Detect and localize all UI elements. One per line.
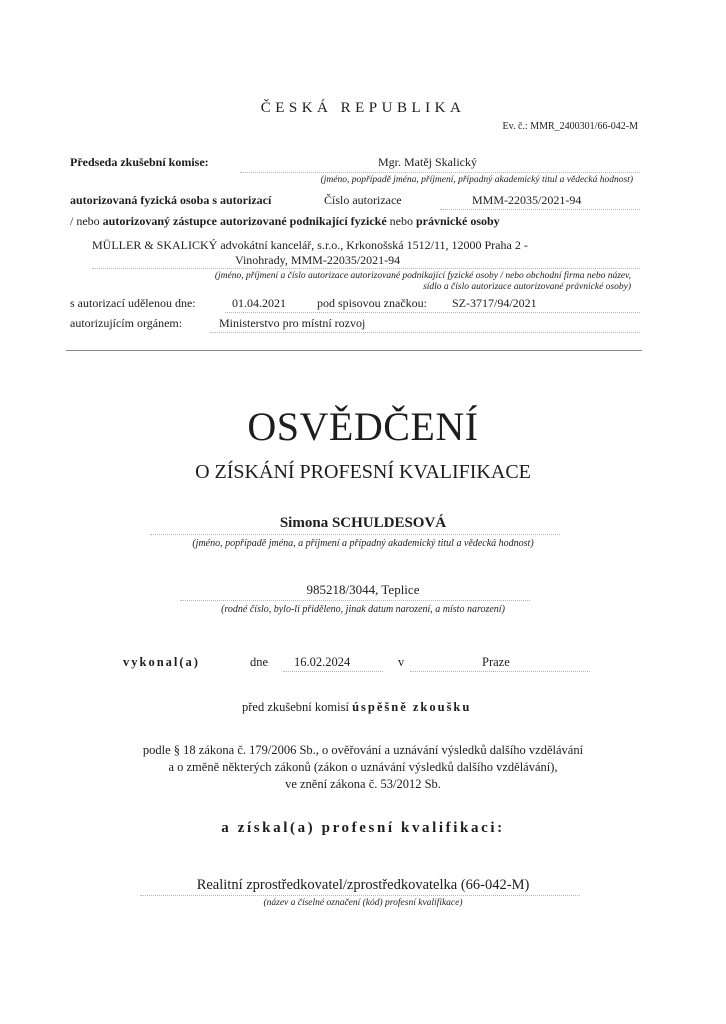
law-line-2: a o změně některých zákonů (zákon o uznávání výsledků dalšího vzdělávání),: [168, 760, 558, 774]
authorization-number: MMM-22035/2021-94: [472, 193, 582, 207]
chair-name: Mgr. Matěj Skalický: [378, 155, 477, 169]
chair-underline: [240, 172, 640, 173]
certificate-title: OSVĚDČENÍ: [247, 404, 479, 449]
granted-underline: [225, 312, 640, 313]
acquired-label: [0, 820, 726, 837]
representative-bold-1: autorizovaný zástupce autorizované podnikající fyzické: [102, 214, 387, 228]
holder-name: Simona SCHULDESOVÁ: [279, 515, 447, 531]
acquired-text: a získal(a) profesní kvalifikaci:: [221, 820, 505, 836]
chair-label: Předseda zkušební komise:: [70, 155, 209, 169]
date-label: dne: [250, 655, 269, 669]
exam-place: Praze: [482, 655, 510, 669]
place-label: v: [398, 655, 405, 669]
firm-line-1: MÜLLER & SKALICKÝ advokátní kancelář, s.r.o., Krkonošská 1512/11, 12000 Praha 2 -: [92, 238, 528, 252]
exam-prefix: před zkušební komisí: [242, 700, 353, 714]
certificate-subtitle: O ZÍSKÁNÍ PROFESNÍ KVALIFIKACE: [195, 461, 531, 483]
representative-line: [70, 214, 500, 229]
firm-note-2: sídlo a číslo autorizace autorizované právnické osoby): [423, 282, 631, 292]
place-underline: [410, 671, 590, 672]
qualification-underline: [140, 895, 580, 896]
holder-note: (jméno, popřípadě jména, a příjmení a případný akademický titul a vědecká hodnost): [192, 538, 534, 549]
authorization-number-label: Číslo autorizace: [324, 193, 402, 207]
birth-info: 985218/3044, Teplice: [306, 582, 420, 597]
holder-underline: [150, 534, 560, 535]
section-divider: [66, 350, 642, 351]
qualification-name: Realitní zprostředkovatel/zprostředkovatelka (66-042-M): [196, 877, 530, 893]
law-line-1: podle § 18 zákona č. 179/2006 Sb., o ověřování a uznávání výsledků dalšího vzdělávání: [142, 743, 584, 757]
firm-underline: [92, 268, 640, 269]
representative-bold-2: právnické osoby: [415, 214, 500, 228]
representative-prefix: / nebo: [70, 214, 103, 228]
qualification-note: (název a číselné označení (kód) profesní kvalifikace): [263, 898, 463, 908]
country-heading: ČESKÁ REPUBLIKA: [260, 100, 466, 116]
exam-result: úspěšně zkoušku: [352, 700, 472, 714]
exam-date: 16.02.2024: [294, 655, 351, 669]
birth-underline: [180, 600, 530, 601]
authorized-person-label: autorizovaná fyzická osoba s autorizací: [70, 193, 272, 207]
evidence-number: Ev. č.: MMR_2400301/66-042-M: [502, 121, 638, 132]
exam-line: [242, 700, 471, 715]
granted-label: s autorizací udělenou dne:: [70, 296, 196, 310]
chair-note: (jméno, popřípadě jména, příjmení, případný akademický titul a vědecká hodnost): [320, 175, 633, 185]
firm-line-2: Vinohrady, MMM-22035/2021-94: [235, 253, 401, 267]
file-number: SZ-3717/94/2021: [452, 296, 537, 310]
authority-underline: [210, 332, 640, 333]
performed-label: [123, 655, 200, 670]
authority-label: autorizujícím orgánem:: [70, 316, 183, 330]
authorization-underline: [440, 209, 640, 210]
birth-note: (rodné číslo, bylo-li přiděleno, jinak datum narození, a místo narození): [221, 604, 505, 615]
date-underline: [283, 671, 383, 672]
representative-mid: nebo: [386, 214, 416, 228]
granted-date: 01.04.2021: [232, 296, 286, 310]
firm-note-1: (jméno, příjmení a číslo autorizace autorizované podnikající fyzické osoby / nebo obchodní firma nebo název,: [214, 271, 631, 281]
authority-name: Ministerstvo pro místní rozvoj: [219, 316, 366, 330]
file-label: pod spisovou značkou:: [317, 296, 427, 310]
law-line-3: ve znění zákona č. 53/2012 Sb.: [285, 777, 441, 791]
performed-text: vykonal(a): [123, 655, 200, 669]
